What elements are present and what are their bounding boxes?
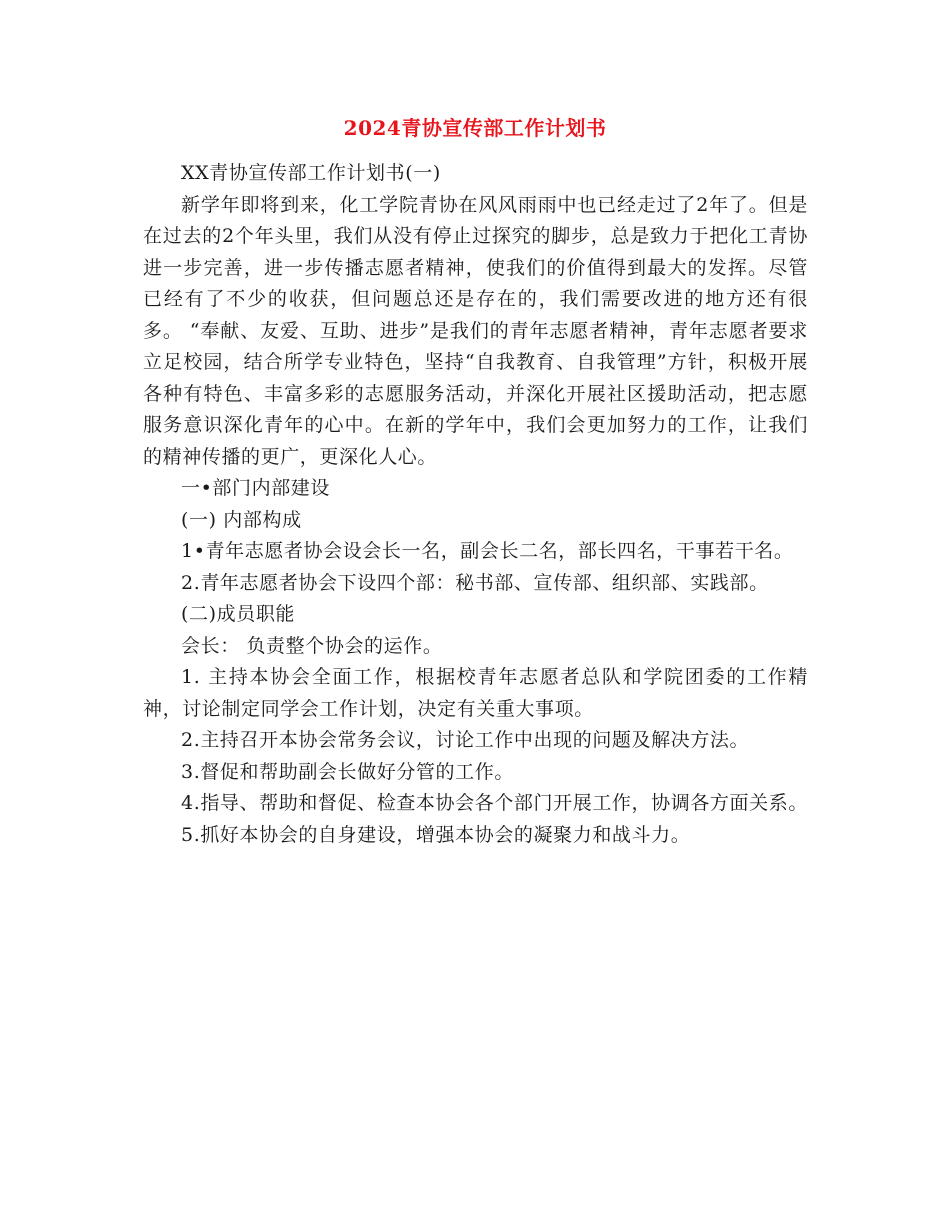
list-item: 2.青年志愿者协会下设四个部：秘书部、宣传部、组织部、实践部。 [181,571,769,594]
role-description: 会长： 负责整个协会的运作。 [181,634,443,657]
list-item: 1•青年志愿者协会设会长一名，副会长二名，部长四名，干事若干名。 [181,540,794,562]
intro-paragraph: 新学年即将到来，化工学院青协在风风雨雨中也已经走过了2年了。但是在过去的2个年头里，我们从没有停止过探究的脚步，总是致力于把化工青协进一步完善，进一步传播志愿者精神，使我们的价值得到最大的发挥。尽管已经有了不少的收获，但问题总还是存在的，我们需要改进的地方还有很多。 “奉献、友爱、互助、进步”是我们的青年志愿者精神，青年志愿者要求立足校园，结合所学专业特色，坚持“自我教育、自我管理”方针，积极开展各种有特色、丰富多彩的志愿服务活动，并深化开展社区援助活动，把志愿服务意识深化青年的心中。在新的学年中，我们会更加努力的工作，让我们的精神传播的更广，更深化人心。 [143,193,808,468]
document-body [143,158,808,851]
list-item: 5.抓好本协会的自身建设，增强本协会的凝聚力和战斗力。 [181,823,691,846]
section-heading: XX青协宣传部工作计划书(一) [181,162,441,184]
subsection-heading: (二)成员职能 [181,603,296,625]
list-item: 4.指导、帮助和督促、检查本协会各个部门开展工作，协调各方面关系。 [181,792,808,814]
list-item: 3.督促和帮助副会长做好分管的工作。 [181,760,514,783]
subsection-heading: (一) 内部构成 [181,508,302,531]
list-item: 1. 主持本协会全面工作，根据校青年志愿者总队和学院团委的工作精神，讨论制定同学会工作计划，决定有关重大事项。 [143,666,808,720]
document-title: 2024青协宣传部工作计划书 [343,116,607,140]
section-heading: 一•部门内部建设 [181,477,331,499]
list-item: 2.主持召开本协会常务会议，讨论工作中出现的问题及解决方法。 [181,729,750,751]
